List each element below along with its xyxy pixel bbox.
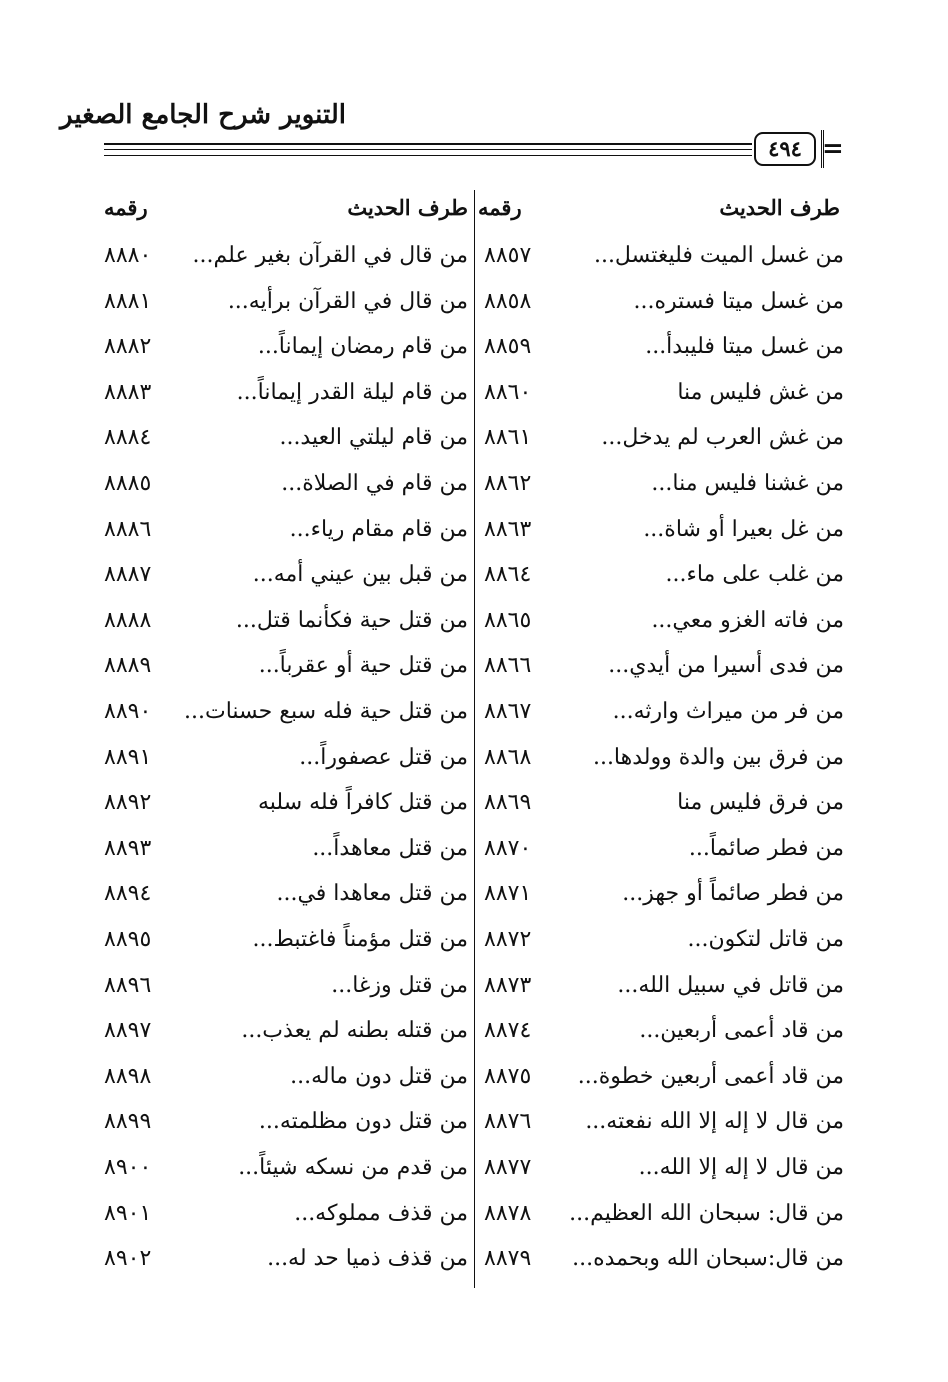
table-row — [0, 422, 948, 468]
table-row — [0, 514, 948, 560]
left-hadith-text: من قتله بطنه لم يعذب... — [241, 1018, 468, 1044]
table-row — [0, 1106, 948, 1152]
right-hadith-number: ٨٨٧٠ — [484, 835, 532, 861]
left-hadith-text: من قال في القرآن برأيه... — [227, 288, 468, 314]
left-hadith-number: ٨٨٨٠ — [104, 243, 152, 268]
right-hadith-number: ٨٨٧٥ — [484, 1063, 532, 1089]
right-hadith-number: ٨٨٦٩ — [484, 790, 532, 816]
book-title: التنوير شرح الجامع الصغير — [60, 100, 346, 130]
header-rule — [104, 143, 752, 145]
left-hadith-number: ٨٨٩٠ — [104, 699, 152, 724]
left-hadith-text: من قتل حية أو عقرباً... — [258, 653, 468, 679]
table-row — [0, 1061, 948, 1107]
right-hadith-text: من غسل ميتا فليبدأ... — [645, 334, 844, 360]
header-rule — [104, 155, 752, 156]
table-row — [0, 1243, 948, 1289]
right-hadith-number: ٨٨٧٨ — [484, 1200, 532, 1226]
right-hadith-header: طرف الحديث — [719, 195, 840, 220]
right-hadith-text: من غش العرب لم يدخل... — [601, 425, 844, 451]
right-hadith-number: ٨٨٦٥ — [484, 607, 532, 633]
table-row — [0, 1198, 948, 1244]
right-hadith-text: من غل بعيرا أو شاة... — [643, 516, 844, 542]
left-hadith-text: من قتل معاهداً... — [312, 835, 468, 861]
table-row — [0, 924, 948, 970]
table-row — [0, 1015, 948, 1061]
left-hadith-text: من قام في الصلاة... — [281, 471, 468, 496]
left-hadith-text: من قتل دون مظلمته... — [258, 1109, 468, 1135]
table-row — [0, 696, 948, 742]
right-hadith-text: من قال لا إله إلا الله نفعته... — [585, 1109, 844, 1135]
table-row — [0, 605, 948, 651]
right-hadith-number: ٨٨٧٤ — [484, 1018, 532, 1044]
left-number-header: رقمه — [104, 195, 148, 220]
left-hadith-number: ٨٨٩٥ — [104, 927, 152, 952]
left-hadith-number: ٨٨٨٥ — [104, 471, 152, 496]
left-hadith-number: ٨٨٩٤ — [104, 881, 152, 907]
left-hadith-text: من قدم من نسكه شيئاً... — [238, 1155, 468, 1180]
left-hadith-text: من قتل عصفوراً... — [299, 744, 468, 770]
right-hadith-text: من قال:سبحان الله وبحمده... — [572, 1246, 844, 1272]
table-row — [0, 377, 948, 423]
left-hadith-text: من قتل معاهدا في... — [276, 881, 468, 907]
left-hadith-text: من قذف ذميا حد له... — [267, 1246, 468, 1272]
left-hadith-text: من قذف مملوكه... — [294, 1200, 468, 1226]
right-hadith-number: ٨٨٥٨ — [484, 288, 532, 314]
left-hadith-number: ٨٨٩٩ — [104, 1109, 152, 1135]
left-hadith-number: ٨٨٨٢ — [104, 334, 152, 360]
right-hadith-number: ٨٨٦٧ — [484, 699, 532, 724]
left-hadith-text: من قتل حية فله سبع حسنات... — [184, 699, 468, 724]
left-hadith-number: ٨٨٨٤ — [104, 425, 152, 451]
right-hadith-number: ٨٨٧٩ — [484, 1246, 532, 1272]
left-hadith-number: ٨٩٠١ — [104, 1200, 152, 1226]
header-rule — [104, 149, 752, 150]
left-hadith-text: من قام مقام رياء... — [289, 516, 468, 542]
left-hadith-number: ٨٨٨١ — [104, 288, 152, 314]
right-hadith-number: ٨٨٦٦ — [484, 653, 532, 679]
left-hadith-number: ٨٨٨٦ — [104, 516, 152, 542]
right-hadith-text: من قاد أعمى أربعين... — [639, 1018, 844, 1044]
right-hadith-number: ٨٨٦٢ — [484, 471, 532, 496]
right-hadith-number: ٨٨٦٠ — [484, 379, 532, 405]
left-hadith-number: ٨٨٩٢ — [104, 790, 152, 816]
table-row — [0, 468, 948, 514]
left-hadith-text: من قبل بين عيني أمه... — [252, 562, 468, 588]
left-hadith-text: من قتل وزغا... — [331, 972, 468, 998]
right-hadith-number: ٨٨٦٤ — [484, 562, 532, 588]
right-hadith-number: ٨٨٧٧ — [484, 1155, 532, 1180]
right-hadith-text: من قال لا إله إلا الله... — [638, 1155, 844, 1180]
left-hadith-text: من قتل كافراً فله سلبه — [257, 790, 468, 816]
right-hadith-number: ٨٨٥٩ — [484, 334, 532, 360]
table-row — [0, 970, 948, 1016]
left-hadith-number: ٨٨٨٧ — [104, 562, 152, 588]
right-hadith-number: ٨٨٧٢ — [484, 927, 532, 952]
left-hadith-text: من قتل حية فكأنما قتل... — [235, 607, 468, 633]
left-hadith-text: من قتل مؤمناً فاغتبط... — [252, 927, 468, 952]
right-hadith-number: ٨٨٧٣ — [484, 972, 532, 998]
right-number-header: رقمه — [478, 195, 522, 220]
left-hadith-number: ٨٩٠٠ — [104, 1155, 152, 1180]
right-hadith-text: من فر من ميراث وارثه... — [612, 699, 844, 724]
left-hadith-number: ٨٨٨٩ — [104, 653, 152, 679]
table-row — [0, 1152, 948, 1198]
table-row — [0, 833, 948, 879]
right-hadith-text: من فطر صائماً أو جهز... — [622, 881, 844, 907]
right-hadith-text: من قال: سبحان الله العظيم... — [569, 1200, 844, 1226]
right-hadith-text: من غش فليس منا — [677, 379, 844, 405]
left-hadith-number: ٨٩٠٢ — [104, 1246, 152, 1272]
right-hadith-text: من فدى أسيرا من أيدي... — [608, 653, 844, 679]
right-hadith-text: من غسل الميت فليغتسل... — [593, 243, 844, 268]
right-hadith-number: ٨٨٦٣ — [484, 516, 532, 542]
page-marker: = — [822, 134, 844, 164]
table-row — [0, 240, 948, 286]
left-hadith-number: ٨٨٩٧ — [104, 1018, 152, 1044]
table-row — [0, 878, 948, 924]
right-hadith-text: من غلب على ماء... — [665, 562, 844, 588]
left-hadith-number: ٨٨٩٨ — [104, 1063, 152, 1089]
right-hadith-number: ٨٨٦٨ — [484, 744, 532, 770]
table-row — [0, 286, 948, 332]
table-row — [0, 331, 948, 377]
left-hadith-number: ٨٨٨٨ — [104, 607, 152, 633]
left-hadith-text: من قتل دون ماله... — [290, 1063, 468, 1089]
left-hadith-text: من قام رمضان إيماناً... — [257, 334, 468, 360]
right-hadith-number: ٨٨٧٦ — [484, 1109, 532, 1135]
table-row — [0, 742, 948, 788]
right-hadith-text: من فرق بين والدة وولدها... — [592, 744, 844, 770]
left-hadith-number: ٨٨٩٦ — [104, 972, 152, 998]
right-hadith-number: ٨٨٦١ — [484, 425, 532, 451]
left-hadith-number: ٨٨٩٣ — [104, 835, 152, 861]
right-hadith-text: من فاته الغزو معي... — [651, 607, 844, 633]
table-row — [0, 559, 948, 605]
right-hadith-text: من قاتل لتكون... — [687, 927, 844, 952]
left-hadith-number: ٨٨٨٣ — [104, 379, 152, 405]
right-hadith-number: ٨٨٥٧ — [484, 243, 532, 268]
left-hadith-text: من قام ليلتي العيد... — [279, 425, 468, 451]
left-hadith-header: طرف الحديث — [347, 195, 468, 220]
page-number: ٤٩٤ — [754, 132, 816, 166]
right-hadith-text: من غشنا فليس منا... — [651, 471, 844, 496]
left-hadith-number: ٨٨٩١ — [104, 744, 152, 770]
right-hadith-text: من قاد أعمى أربعين خطوة... — [577, 1063, 844, 1089]
left-hadith-text: من قال في القرآن بغير علم... — [192, 243, 468, 268]
table-row — [0, 787, 948, 833]
left-hadith-text: من قام ليلة القدر إيماناً... — [236, 379, 468, 405]
right-hadith-text: من قاتل في سبيل الله... — [617, 972, 844, 998]
right-hadith-text: من فرق فليس منا — [677, 790, 844, 816]
table-row — [0, 650, 948, 696]
right-hadith-number: ٨٨٧١ — [484, 881, 532, 907]
right-hadith-text: من غسل ميتا فستره... — [633, 288, 844, 314]
right-hadith-text: من فطر صائماً... — [688, 835, 844, 861]
